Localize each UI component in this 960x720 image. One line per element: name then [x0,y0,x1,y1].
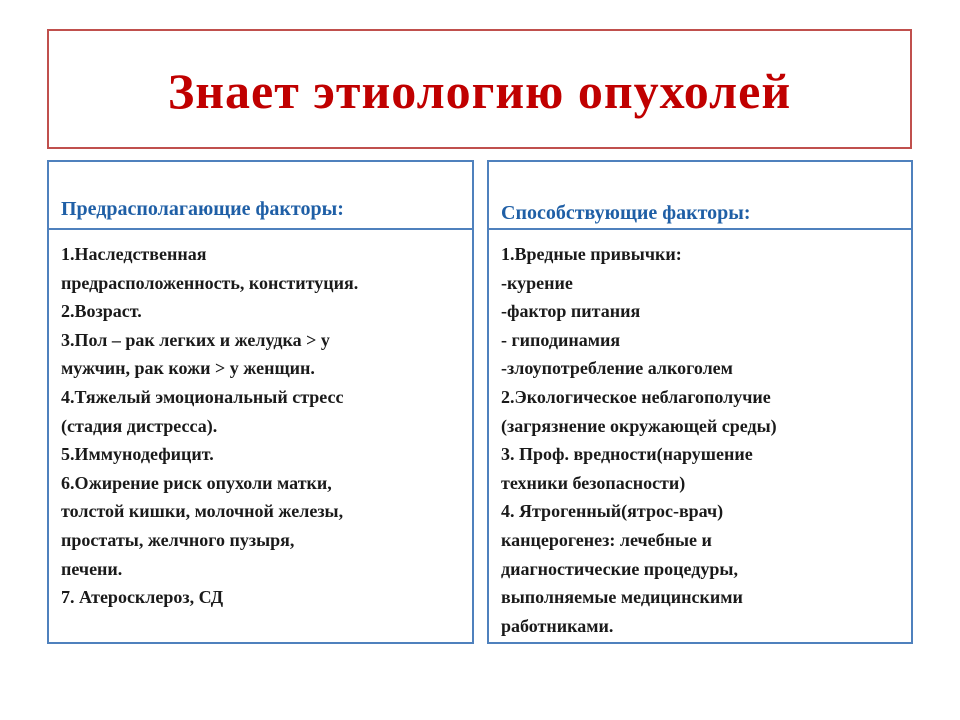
list-line: простаты, желчного пузыря, [61,529,295,550]
contributing-factors-header [489,162,911,230]
list-line: диагностические процедуры, [501,558,738,579]
list-line: 2.Экологическое неблагополучие [501,386,771,407]
predisposing-factors-title: Предрасполагающие факторы: [61,198,344,220]
list-line: 4. Ятрогенный(ятрос-врач) [501,501,724,522]
list-line: 6.Ожирение риск опухоли матки, [61,472,332,493]
list-line: 4.Тяжелый эмоциональный стресс [61,386,344,407]
list-line: (загрязнение окружающей среды) [501,415,777,436]
predisposing-factors-header [49,162,472,230]
list-line: мужчин, рак кожи > у женщин. [61,358,315,379]
list-line: 5.Иммунодефицит. [61,444,214,465]
list-line: 1.Вредные привычки: [501,244,682,264]
list-line: работниками. [501,615,614,636]
list-line: техники безопасности) [501,472,686,493]
title-box [47,29,912,149]
contributing-factors-title: Способствующие факторы: [501,202,751,224]
list-line: печени. [61,558,123,579]
list-line: -злоупотребление алкоголем [501,358,733,379]
contributing-factors-panel [487,160,913,644]
list-line: -фактор питания [501,301,641,322]
list-line: -курение [501,272,573,293]
list-line: 3. Проф. вредности(нарушение [501,444,753,465]
list-line: выполняемые медицинскими [501,587,743,608]
list-line: предрасположенность, конституция. [61,272,359,293]
list-line: 2.Возраст. [61,301,142,322]
list-line: толстой кишки, молочной железы, [61,501,344,522]
list-line: 3.Пол – рак легких и желудка > у [61,329,330,350]
list-line: 7. Атеросклероз, СД [61,587,224,608]
list-line: (стадия дистресса). [61,415,218,436]
slide-title: Знает этиологию опухолей [167,63,792,119]
list-line: канцерогенез: лечебные и [501,529,712,550]
contributing-factors-list [501,240,903,640]
list-line: - гиподинамия [501,329,621,350]
predisposing-factors-panel [47,160,474,644]
predisposing-factors-list [61,240,464,612]
list-line: 1.Наследственная [61,244,207,264]
